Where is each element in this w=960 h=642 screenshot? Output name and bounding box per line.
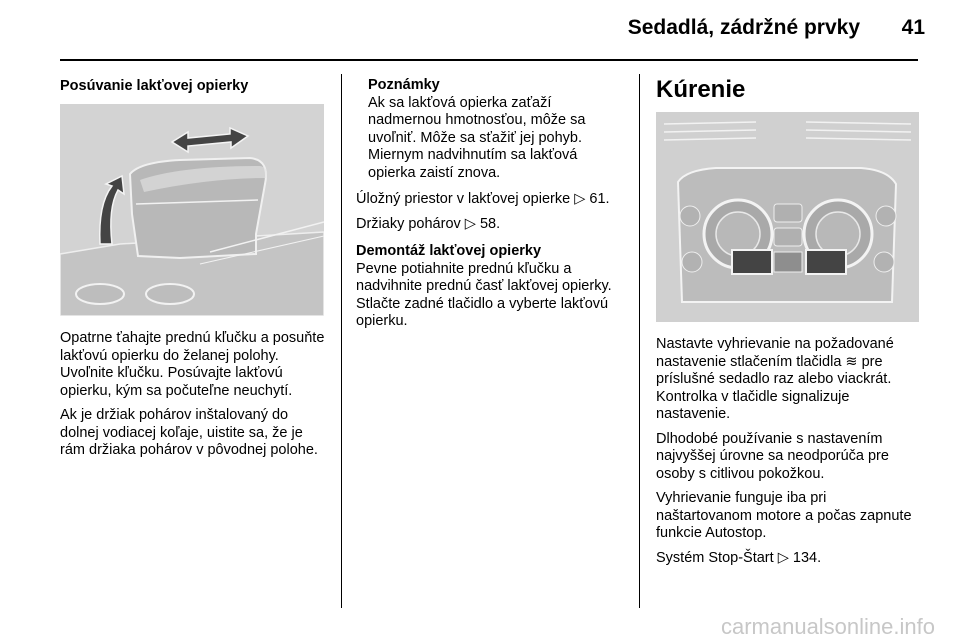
right-column-text: [656, 336, 924, 574]
armrest-paragraph-2: Ak je držiak pohárov inštalovaný do dolnej vodiacej koľaje, uistite sa, že je rám držiaka pohárov v pôvodnej polohe.: [60, 407, 318, 458]
heating-heading: Kúrenie: [656, 76, 746, 103]
heating-paragraph-3: Vyhrievanie funguje iba pri naštartovanom motore a počas zapnute funkcie Autostop.: [656, 490, 912, 541]
heating-paragraph-1: [656, 336, 924, 424]
note-text: Ak sa lakťová opierka zaťaží nadmernou hmotnosťou, môže sa uvoľniť. Môže sa sťažiť jej pohyb. Miernym nadvihnutím sa lakťová opierka zaistí znova.: [368, 94, 586, 181]
header-rule: [60, 59, 918, 61]
armrest-heading: Posúvanie lakťovej opierky: [60, 78, 249, 94]
cupholder-text: Držiaky pohárov: [356, 215, 461, 232]
armrest-paragraph-1: Opatrne ťahajte prednú kľučku a posuňte lakťovú opierku do želanej polohy. Uvoľnite kľučku. Posúvajte lakťovú opierku, kým sa počuteľne neuchytí.: [60, 330, 325, 399]
heating-paragraph-4: [656, 550, 924, 568]
cupholder-page-ref: 58.: [479, 215, 501, 232]
climate-panel-drawing: [656, 112, 919, 322]
column-divider-right: [639, 74, 640, 608]
climate-panel-illustration: [656, 112, 919, 322]
storage-page-ref: 61.: [589, 191, 610, 207]
note-title: Poznámky: [368, 77, 440, 93]
stop-start-page-ref: 134.: [792, 549, 822, 566]
seat-heating-icon: ≋: [845, 353, 858, 370]
reference-arrow-icon: ▷: [574, 191, 586, 207]
heating-paragraph-2: Dlhodobé používanie s nastavením najvyššej úrovne sa neodporúča pre osoby s citlivou pokožkou.: [656, 430, 889, 482]
middle-column-text: [356, 77, 618, 338]
left-column-text: [60, 330, 330, 467]
removal-heading: Demontáž lakťovej opierky: [356, 243, 542, 259]
storage-text: Úložný priestor v lakťovej opierke: [356, 191, 571, 207]
stop-start-text: Systém Stop-Štart: [656, 549, 774, 566]
armrest-illustration: [60, 104, 324, 316]
watermark: carmanualsonline.info: [720, 614, 935, 639]
page-header-title: Sedadlá, zádržné prvky: [627, 16, 860, 39]
heating-text-after: pre príslušné sedadlo raz alebo viackrát. Kontrolka v tlačidle signalizuje nastavenie.: [656, 353, 892, 422]
removal-paragraph: Pevne potiahnite prednú kľučku a nadvihnite prednú časť lakťovej opierky. Stlačte zadné tlačidlo a vyberte lakťovú opierku.: [356, 260, 612, 329]
storage-paragraph: [356, 191, 618, 209]
armrest-drawing: [60, 104, 324, 316]
reference-arrow-icon: ▷: [464, 215, 476, 232]
column-divider-left: [341, 74, 342, 608]
heating-text-before: Nastavte vyhrievanie na požadované nastavenie stlačením tlačidla: [656, 336, 894, 370]
reference-arrow-icon: ▷: [777, 549, 789, 566]
cupholder-paragraph: [356, 216, 618, 234]
page-number: 41: [901, 16, 925, 39]
note-box: [356, 77, 618, 182]
